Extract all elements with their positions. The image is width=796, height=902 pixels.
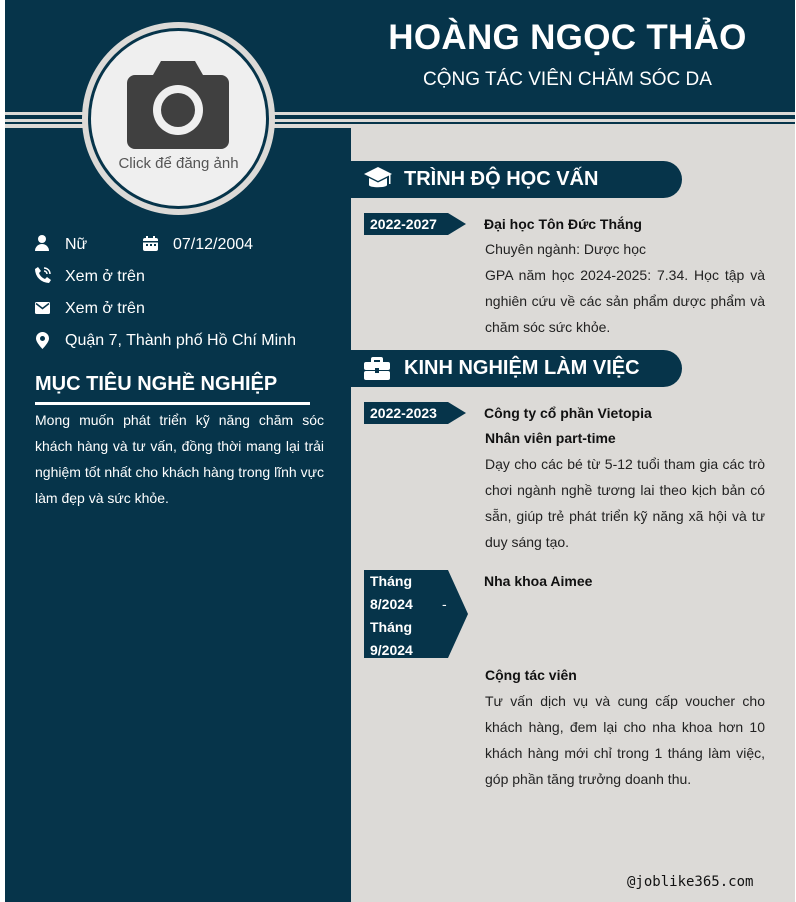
experience-2-date-line: 9/2024	[370, 642, 413, 658]
experience-1-role: Nhân viên part-time	[485, 430, 616, 446]
graduation-cap-icon	[364, 167, 392, 192]
experience-1-date-tag	[364, 402, 448, 424]
email-value: Xem ở trên	[65, 300, 145, 317]
objective-divider	[35, 402, 310, 405]
avatar-upload[interactable]	[91, 31, 266, 206]
objective-text: Mong muốn phát triển kỹ năng chăm sóc khách hàng và tư vấn, đồng thời mang lại trải nghiệm tốt nhất cho khách hàng trong lĩnh vực làm đẹp và sức khỏe.	[35, 412, 324, 506]
experience-2-date-tag	[364, 570, 448, 658]
location-pin-icon	[36, 332, 49, 349]
education-section-header	[351, 161, 682, 198]
experience-heading: KINH NGHIỆM LÀM VIỆC	[404, 357, 640, 379]
experience-2-detail: Tư vấn dịch vụ và cung cấp voucher cho khách hàng, đem lại cho nha khoa hơn 10 khách hàng mới chỉ trong 1 tháng làm việc, góp phần tăng trưởng doanh thu.	[485, 693, 765, 787]
briefcase-icon	[364, 357, 390, 380]
birthday-value: 07/12/2004	[173, 236, 254, 253]
experience-2-date-line: Tháng	[370, 619, 412, 635]
phone-value: Xem ở trên	[65, 268, 145, 285]
experience-1-company: Công ty cổ phần Vietopia	[484, 405, 652, 421]
objective-heading: MỤC TIÊU NGHỀ NGHIỆP	[35, 373, 278, 395]
experience-2-company: Nha khoa Aimee	[484, 573, 593, 589]
watermark: @joblike365.com	[627, 874, 754, 890]
experience-section-header	[351, 350, 682, 387]
avatar-upload-label: Click để đăng ảnh	[118, 155, 239, 172]
experience-2-role: Cộng tác viên	[485, 667, 577, 683]
address-value: Quận 7, Thành phố Hồ Chí Minh	[65, 332, 296, 349]
education-school: Đại học Tôn Đức Thắng	[484, 216, 642, 232]
candidate-name: HOÀNG NGỌC THẢO	[388, 18, 747, 57]
education-heading: TRÌNH ĐỘ HỌC VẤN	[404, 168, 599, 190]
candidate-position: CỘNG TÁC VIÊN CHĂM SÓC DA	[423, 69, 712, 90]
calendar-icon	[143, 236, 158, 251]
education-detail: GPA năm học 2024-2025: 7.34. Học tập và nghiên cứu về các sản phẩm dược phẩm và chăm sóc sức khỏe.	[485, 267, 765, 335]
experience-1-date: 2022-2023	[370, 405, 437, 421]
gender-value: Nữ	[65, 236, 88, 253]
experience-1-detail: Dạy cho các bé từ 5-12 tuổi tham gia các trò chơi ngành nghề tương lai theo kịch bản có sẵn, giúp trẻ phát triển kỹ năng xã hội và tư duy sáng tạo.	[485, 456, 765, 550]
experience-2-date-line: Tháng	[370, 573, 412, 589]
experience-2-date-dash: -	[442, 596, 447, 612]
education-major: Chuyên ngành: Dược học	[485, 241, 646, 257]
education-date: 2022-2027	[370, 216, 437, 232]
experience-2-date-line: 8/2024	[370, 596, 413, 612]
cv-page	[5, 0, 795, 902]
camera-icon	[125, 59, 231, 151]
education-date-tag	[364, 213, 448, 235]
person-icon	[35, 235, 49, 251]
email-icon	[35, 302, 50, 314]
phone-icon	[35, 267, 51, 283]
